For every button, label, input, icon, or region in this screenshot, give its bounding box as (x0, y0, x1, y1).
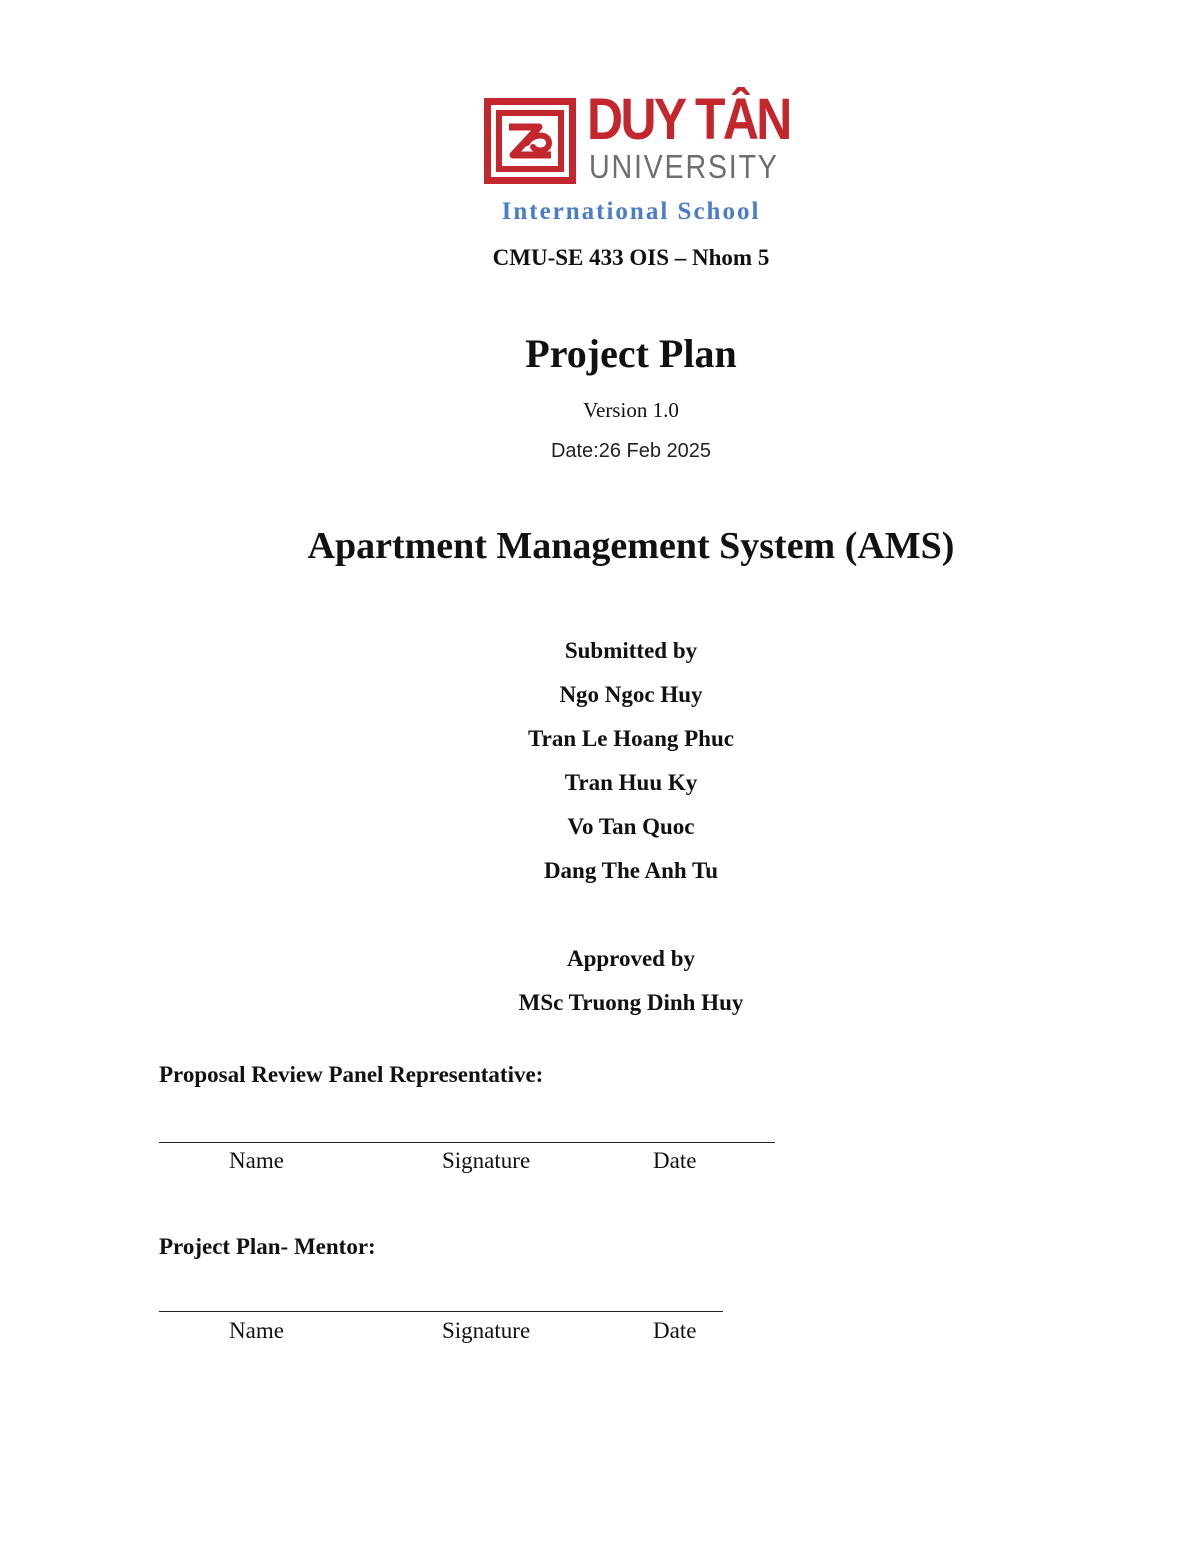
mentor-signature-label: Signature (442, 1318, 531, 1343)
approved-by-label: Approved by (566, 946, 696, 971)
team-member: Dang The Anh Tu (543, 858, 719, 883)
submitted-by-label: Submitted by (564, 638, 698, 663)
logo-title: DUY TÂN (587, 87, 790, 152)
mentor-signature-line (159, 1311, 723, 1312)
mentor-label: Project Plan- Mentor: (159, 1234, 376, 1259)
approver-name: MSc Truong Dinh Huy (518, 990, 744, 1015)
review-panel-label: Proposal Review Panel Representative: (159, 1062, 544, 1087)
submitted-by-section (0, 636, 1200, 900)
review-panel-name-label: Name (229, 1148, 284, 1173)
team-member: Vo Tan Quoc (567, 814, 695, 839)
document-title: Project Plan (525, 331, 737, 376)
team-member: Tran Huu Ky (564, 770, 698, 795)
logo-subtitle: UNIVERSITY (589, 148, 779, 185)
duy-tan-emblem-icon (483, 97, 577, 185)
project-name: Apartment Management System (AMS) (307, 525, 955, 567)
mentor-date-label: Date (653, 1318, 697, 1343)
approved-by-section (0, 944, 1200, 1032)
university-logo (483, 87, 790, 187)
school-name: International School (501, 198, 761, 225)
course-code: CMU-SE 433 OIS – Nhom 5 (492, 245, 770, 270)
team-member: Tran Le Hoang Phuc (528, 726, 734, 751)
document-version: Version 1.0 (583, 398, 679, 422)
review-panel-signature-line (159, 1142, 775, 1143)
review-panel-signature-label: Signature (442, 1148, 531, 1173)
document-date: Date:26 Feb 2025 (550, 440, 712, 462)
team-member: Ngo Ngoc Huy (559, 682, 703, 707)
mentor-name-label: Name (229, 1318, 284, 1343)
review-panel-date-label: Date (653, 1148, 697, 1173)
